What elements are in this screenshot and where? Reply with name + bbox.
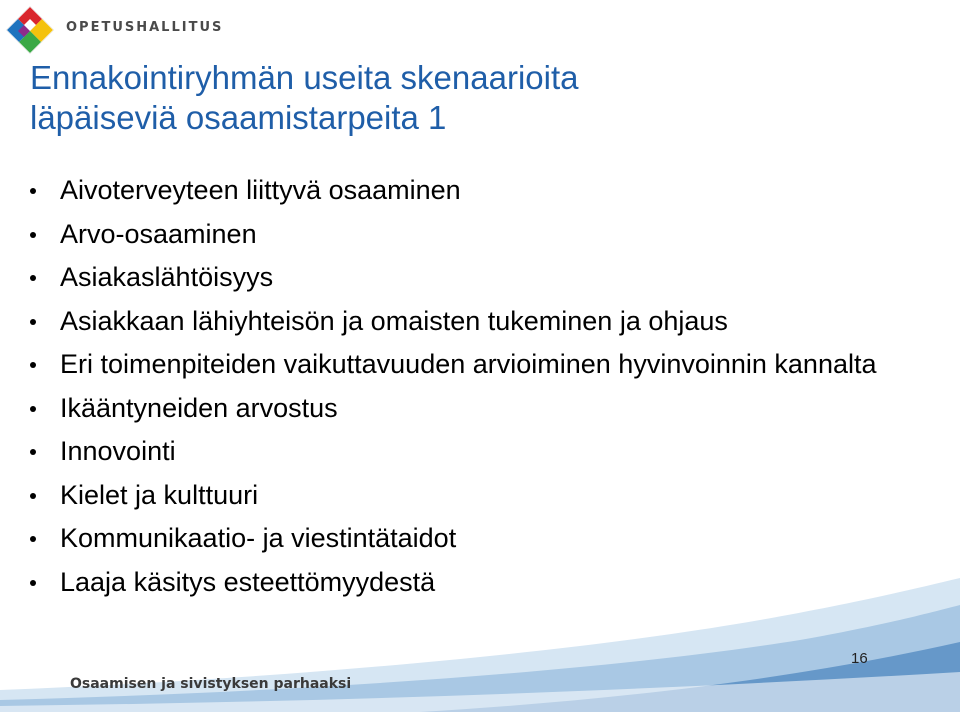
bullet-text: Asiakkaan lähiyhteisön ja omaisten tukeminen ja ohjaus: [60, 305, 728, 336]
slide-title-line-1: Ennakointiryhmän useita skenaarioita: [30, 59, 579, 96]
bullet-text: Innovointi: [60, 436, 176, 466]
bullet-item: [24, 171, 904, 209]
bullet-item: [24, 215, 904, 253]
page-number: 16: [851, 650, 868, 667]
bullet-item: [24, 432, 904, 470]
bullet-text: Kommunikaatio- ja viestintätaidot: [60, 523, 457, 553]
bullet-item: [24, 519, 904, 557]
bullet-text: Eri toimenpiteiden vaikuttavuuden arvioiminen hyvinvoinnin kannalta: [60, 349, 877, 379]
bullet-item: [24, 476, 904, 514]
bullet-dot-icon: [30, 319, 36, 325]
bullet-text: Laaja käsitys esteettömyydestä: [60, 566, 436, 597]
bullet-dot-icon: [30, 406, 36, 412]
bullet-text: Arvo-osaaminen: [60, 218, 257, 249]
bullet-item: [24, 302, 904, 340]
bullet-dot-icon: [30, 188, 36, 194]
bullet-text: Asiakaslähtöisyys: [60, 262, 274, 292]
bullet-list: [24, 171, 904, 606]
bullet-dot-icon: [30, 536, 36, 542]
bullet-dot-icon: [30, 362, 36, 368]
org-name: OPETUSHALLITUS: [66, 20, 224, 35]
bullet-dot-icon: [30, 449, 36, 455]
bullet-text: Kielet ja kulttuuri: [60, 479, 259, 510]
diamond-logo-icon: [4, 4, 56, 56]
bullet-dot-icon: [30, 493, 36, 499]
footer-slogan: Osaamisen ja sivistyksen parhaaksi: [70, 676, 352, 692]
bullet-dot-icon: [30, 275, 36, 281]
bullet-item: [24, 345, 904, 383]
bullet-item: [24, 389, 904, 427]
bullet-text: Aivoterveyteen liittyvä osaaminen: [60, 175, 461, 205]
bullet-item: [24, 258, 904, 296]
slide-title: [30, 58, 930, 138]
slide-title-line-2: läpäiseviä osaamistarpeita 1: [30, 99, 447, 136]
bullet-dot-icon: [30, 232, 36, 238]
bullet-text: Ikääntyneiden arvostus: [60, 392, 338, 423]
